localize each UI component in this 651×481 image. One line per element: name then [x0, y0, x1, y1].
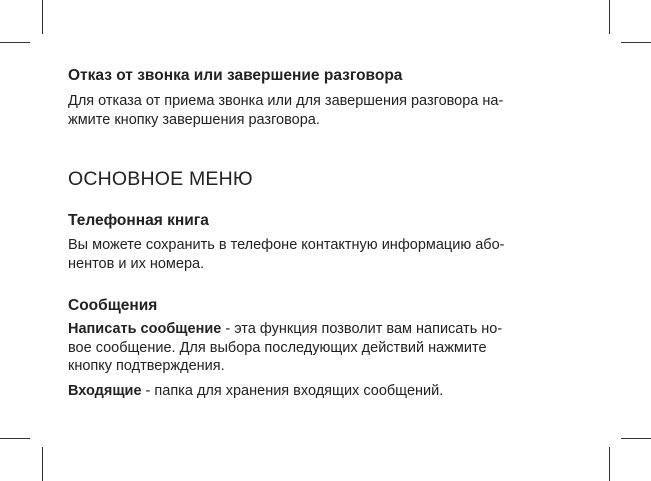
- section-call-reject: [68, 66, 554, 129]
- crop-mark-top-right-horizontal: [621, 42, 651, 43]
- messages-heading: Сообщения: [68, 297, 158, 314]
- crop-mark-bottom-left-horizontal: [0, 438, 30, 439]
- write-message-desc: - эта функция позволит вам написать но-: [221, 321, 503, 337]
- inbox-line: [68, 382, 554, 401]
- call-reject-heading: Отказ от звонка или завершение разговора: [68, 67, 403, 84]
- section-phonebook: [68, 211, 554, 273]
- phonebook-heading: Телефонная книга: [68, 212, 209, 229]
- write-message-line2: вое сообщение. Для выбора последующих действий нажмите: [68, 339, 487, 356]
- call-reject-text-line1: Для отказа от приема звонка или для завершения разговора на-: [68, 93, 504, 109]
- call-reject-text-line2: жмите кнопку завершения разговора.: [68, 111, 320, 128]
- write-message-line1: [68, 320, 554, 339]
- crop-mark-top-right-vertical: [609, 0, 610, 34]
- phonebook-text-line1: Вы можете сохранить в телефоне контактную информацию або-: [68, 237, 505, 253]
- inbox-desc: - папка для хранения входящих сообщений.: [141, 382, 444, 399]
- write-message-line3: кнопку подтверждения.: [68, 358, 225, 374]
- phonebook-text-line2: нентов и их номера.: [68, 255, 205, 272]
- section-messages: [68, 296, 554, 400]
- write-message-term: Написать сообщение: [68, 321, 222, 337]
- crop-mark-bottom-right-vertical: [609, 447, 610, 481]
- inbox-term: Входящие: [68, 382, 142, 399]
- crop-mark-bottom-right-horizontal: [621, 438, 651, 439]
- crop-mark-top-left-vertical: [42, 0, 43, 34]
- crop-mark-top-left-horizontal: [0, 42, 30, 43]
- crop-mark-bottom-left-vertical: [42, 447, 43, 481]
- main-menu-heading: ОСНОВНОЕ МЕНЮ: [68, 168, 253, 190]
